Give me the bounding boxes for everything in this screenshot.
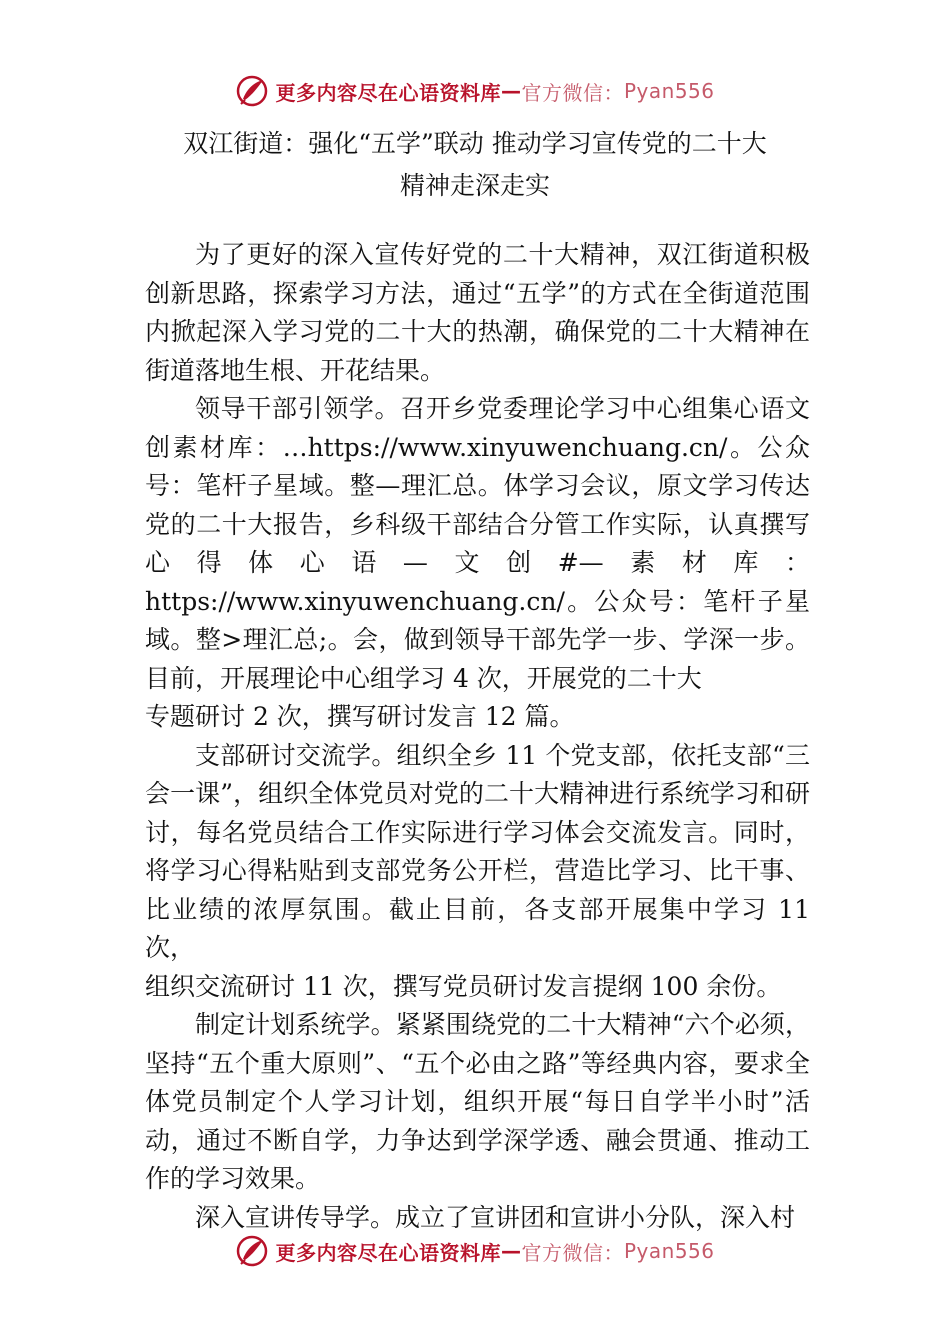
footer-watermark [0,1234,950,1268]
paragraph-lecture-study: 深入宣讲传导学。成立了宣讲团和宣讲小分队，深入村 [195,1202,796,1232]
paragraph-intro: 为了更好的深入宣传好党的二十大精神，双江街道积极创新思路，探索学习方法，通过“五学”的方式在全街道范围内掀起深入学习党的二十大的热潮，确保党的二十大精神在街道落地生根、开花结果。 [145,240,810,385]
paragraph-branch-study-cont: 组织交流研讨 11 次，撰写党员研讨发言提纲 100 余份。 [145,971,782,1001]
document-body [145,236,810,1237]
watermark-text: 更多内容尽在心语资料库 [275,80,501,105]
paragraph-leaders-study: 领导干部引领学。召开乡党委理论学习中心组集心语文创素材库：…https://www.xinyuwenchuang.cn/。公众号：笔杆子星域。整—理汇总。体学习会议，原文学习传达党的二十大报告，乡科级干部结合分管工作实际，认真撰写心得体心语—文创#—素材库：https://www.xinyuwenchuang.cn/。公众号：笔杆子星域。整>理汇总;。会，做到领导干部先学一步、学深一步。目前，开展理论中心组学习 4 次，开展党的二十大 [145,394,810,693]
watermark-text: 更多内容尽在心语资料库 [275,1240,501,1265]
document-title-line-2: 精神走深走实 [399,171,550,200]
paragraph-leaders-study-cont: 专题研讨 2 次，撰写研讨发言 12 篇。 [145,702,575,731]
header-watermark [0,74,950,108]
watermark-wechat-id: Pyan556 [623,79,715,103]
watermark-wechat-label: 官方微信： [521,1240,624,1265]
pen-leaf-logo-icon [235,74,269,108]
watermark-separator: — [500,79,522,103]
watermark-wechat-label: 官方微信： [521,80,624,105]
paragraph-branch-study: 支部研讨交流学。组织全乡 11 个党支部，依托支部“三会一课”，组织全体党员对党的二十大精神进行系统学习和研讨，每名党员结合工作实际进行学习体会交流发言。同时， 将学习心得粘贴到支部党务公开栏，营造比学习、比干事、 比业绩的浓厚氛围。截止目前，各支部开展集中学习 11 次， [145,740,810,962]
watermark-separator: — [500,1239,522,1263]
paragraph-plan-study: 制定计划系统学。紧紧围绕党的二十大精神“六个必须，坚持“五个重大原则”、“五个必由之路”等经典内容，要求全体党员制定个人学习计划，组织开展“每日自学半小时”活动，通过不断自学，力争达到学深学透、融会贯通、推动工作的学习效果。 [145,1010,810,1193]
document-title-line-1: 双江街道：强化“五学”联动 推动学习宣传党的二十大 [183,129,767,158]
watermark-wechat-id: Pyan556 [623,1239,715,1263]
pen-leaf-logo-icon [235,1234,269,1268]
